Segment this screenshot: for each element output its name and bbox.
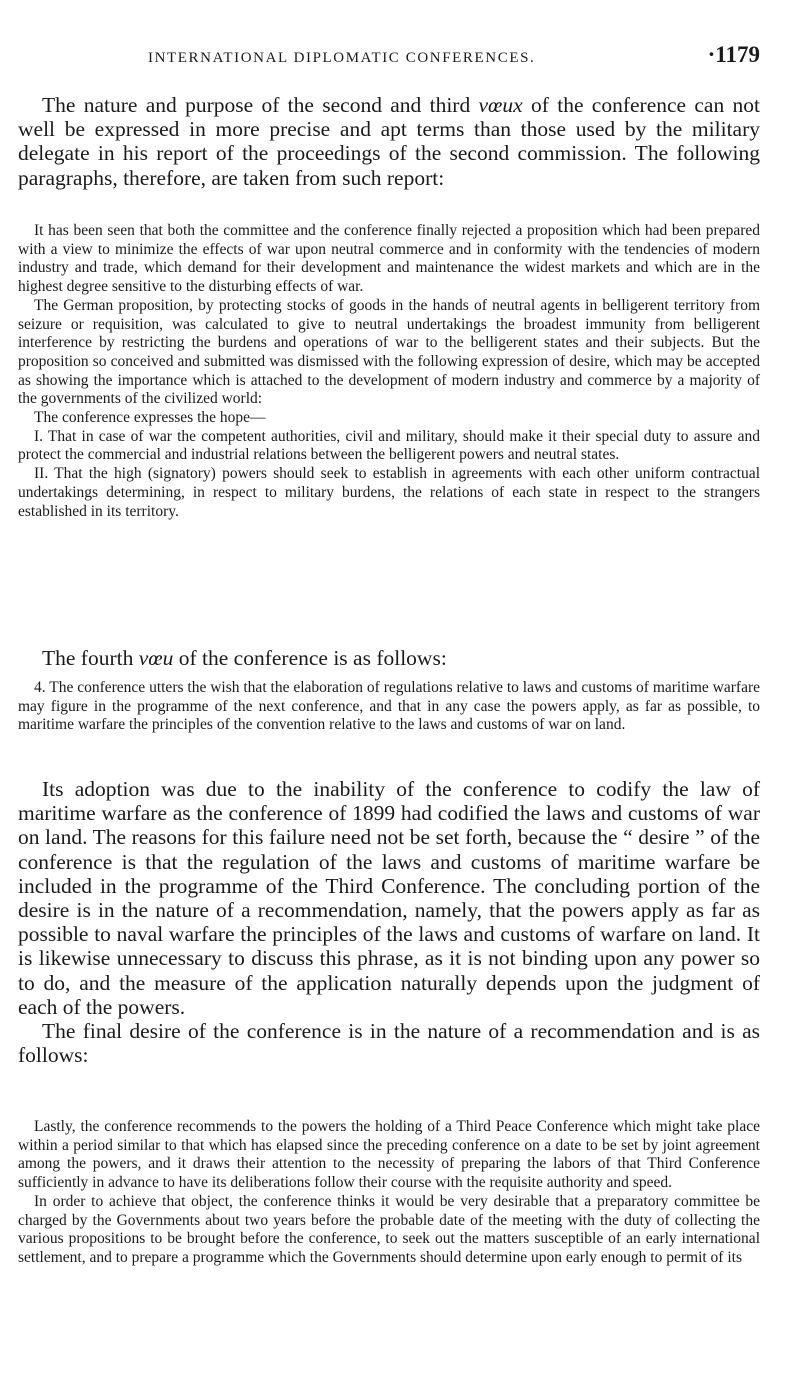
final-desire-quote: [18, 1118, 760, 1268]
body-paragraph: Its adoption was due to the inability of the conference to codify the law of maritime warfare as the conference of 1899 had codified the laws and customs of war on land. The reasons for this failure need not be set forth, because the “ desire ” of the conference is that the regulation of the laws and customs of maritime warfare be included in the programme of the Third Conference. The concluding portion of the desire is in the nature of a recommendation, namely, that the powers apply as far as possible to naval warfare the principles of the laws and customs of warfare on land. It is likewise unnecessary to discuss this phrase, as it is not binding upon any power so to do, and the measure of the application naturally depends upon the judgment of each of the powers.: [18, 777, 760, 1019]
quote-paragraph: I. That in case of war the competent authorities, civil and military, should make it their special duty to assure and protect the commercial and industrial relations between the belligerent powers and neutral states.: [18, 427, 760, 464]
body-section: [18, 777, 760, 1067]
voeu-term: vœu: [138, 646, 174, 670]
quote-paragraph: The conference expresses the hope—: [34, 409, 266, 427]
voeux-term: vœux: [478, 93, 523, 117]
intro-paragraph: The nature and purpose of the second and third vœux of the conference can not well be expressed in more precise and apt terms than those used by the military delegate in his report of the proceedings of the second commission. The following paragraphs, therefore, are taken from such report:: [18, 93, 760, 190]
running-head: INTERNATIONAL DIPLOMATIC CONFERENCES.: [148, 50, 536, 66]
quote-paragraph: II. That the high (signatory) powers should seek to establish in agreements with each other uniform contractual undertakings determining, in respect to military burdens, the relations of each state in respect to the strangers established in its territory.: [18, 465, 760, 520]
quote-paragraph: 4. The conference utters the wish that the elaboration of regulations relative to laws and customs of maritime warfare may figure in the programme of the next conference, and that in any case the powers apply, as far as possible, to maritime warfare the principles of the convention relative to the laws and customs of war on land.: [18, 679, 760, 734]
fourth-intro-paragraph: The fourth vœu of the conference is as follows:: [42, 646, 447, 670]
fourth-voeu-quote: [18, 679, 760, 735]
fourth-voeu-heading: [18, 646, 760, 670]
report-quote: [18, 222, 760, 521]
quote-paragraph: In order to achieve that object, the conference thinks it would be very desirable that a preparatory committee be charged by the Governments about two years before the probable date of the meeting with the duty of collecting the various propositions to be brought before the conference, to seek out the matters susceptible of an early international settlement, and to prepare a programme which the Governments should determine upon early enough to permit of its: [18, 1192, 760, 1266]
page-number: ·1179: [707, 42, 760, 67]
quote-paragraph: Lastly, the conference recommends to the powers the holding of a Third Peace Conference which might take place within a period similar to that which has elapsed since the preceding conference on a date to be set by joint agreement among the powers, and it draws their attention to the necessity of preparing the labors of that Third Conference sufficiently in advance to have its deliberations follow their course with the requisite authority and speed.: [18, 1118, 760, 1192]
quote-paragraph: The German proposition, by protecting stocks of goods in the hands of neutral agents in belligerent territory from seizure or requisition, was calculated to give to neutral undertakings the broadest immunity from belligerent interference by restricting the burdens and operations of war to the belligerent states and their subjects. But the proposition so conceived and submitted was dismissed with the following expression of desire, which may be accepted as showing the importance which is attached to the development of modern industry and commerce by a majority of the governments of the civilized world:: [18, 296, 760, 408]
intro-section: [18, 93, 760, 190]
quote-paragraph: It has been seen that both the committee and the conference finally rejected a proposition which had been prepared with a view to minimize the effects of war upon neutral commerce and in conformity with the tendencies of modern industry and trade, which demand for their development and maintenance the widest markets and which are in the highest degree sensitive to the disturbing effects of war.: [18, 222, 760, 296]
body-paragraph: The final desire of the conference is in the nature of a recommendation and is as follows:: [18, 1019, 760, 1068]
page-header: [18, 42, 760, 76]
